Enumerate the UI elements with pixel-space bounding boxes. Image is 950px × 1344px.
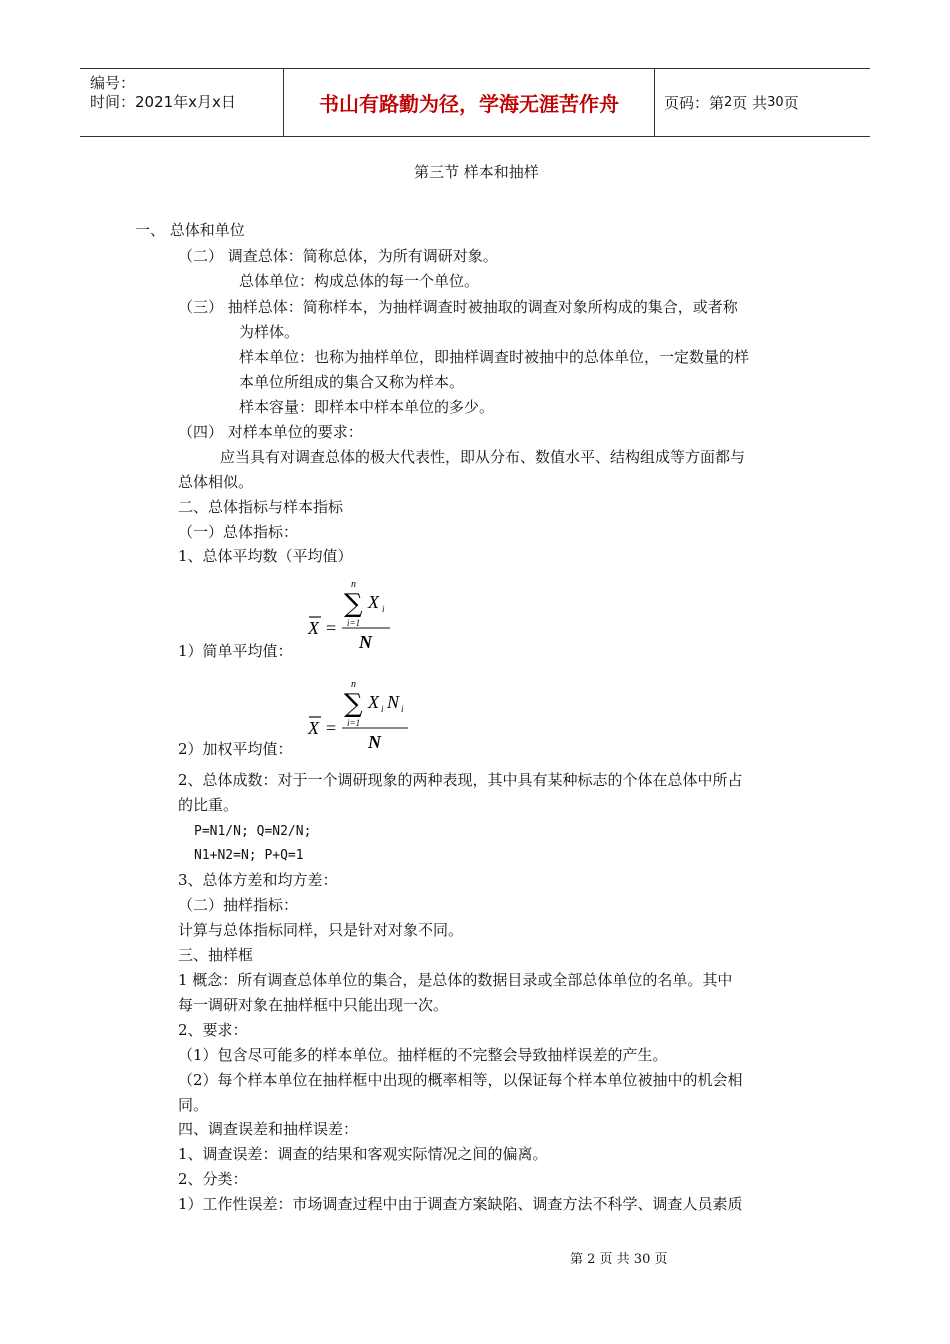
number-label: 编号： <box>90 74 136 92</box>
body-line: 计算与总体指标同样，只是针对对象不同。 <box>178 921 464 939</box>
body-line: 总体相似。 <box>178 473 254 491</box>
formula-lhs: X <box>308 618 319 638</box>
formula-line: N1+N2=N; P+Q=1 <box>194 848 304 863</box>
body-line: 为样体。 <box>239 323 300 341</box>
body-line: （三） 抽样总体：简称样本，为抽样调查时被抽取的调查对象所构成的集合，或者称 <box>178 298 738 316</box>
sum-bottom: i=1 <box>347 718 361 728</box>
body-line: （四） 对样本单位的要求： <box>178 423 363 441</box>
body-line: （2）每个样本单位在抽样框中出现的概率相等，以保证每个样本单位被抽中的机会相 <box>178 1071 743 1089</box>
formula-lhs: X <box>308 718 319 738</box>
body-line: 每一调研对象在抽样框中只能出现一次。 <box>178 996 449 1014</box>
section-heading: 一、 总体和单位 <box>135 221 245 239</box>
numerator-x: X <box>368 592 379 612</box>
body-line: 2、要求： <box>178 1021 248 1039</box>
formula-line: P=N1/N; Q=N2/N; <box>194 824 312 839</box>
header-meta <box>90 74 236 112</box>
header-divider <box>654 69 655 136</box>
numerator-x: X <box>368 692 379 712</box>
body-line: 1 概念：所有调查总体单位的集合，是总体的数据目录或全部总体单位的名单。其中 <box>178 971 733 989</box>
sum-sign: ∑ <box>344 589 363 619</box>
subsection-heading: （二）抽样指标： <box>178 896 299 914</box>
body-line: 1、调查误差：调查的结果和客观实际情况之间的偏离。 <box>178 1145 548 1163</box>
section-heading: 二、总体指标与样本指标 <box>178 498 344 516</box>
page-total: 30 <box>767 95 784 110</box>
body-line: 1、总体平均数（平均值） <box>178 547 353 565</box>
numerator-sub: i <box>382 604 385 614</box>
body-line: 本单位所组成的集合又称为样本。 <box>239 373 465 391</box>
formula-eq: = <box>326 618 337 638</box>
denominator: N <box>368 732 381 752</box>
page-num: 2 <box>724 95 733 110</box>
sum-sign: ∑ <box>344 689 363 719</box>
body-line: 2、分类： <box>178 1170 248 1188</box>
document-header <box>80 68 870 137</box>
body-line: （二） 调查总体：简称总体，为所有调研对象。 <box>178 247 498 265</box>
body-line: 样本容量：即样本中样本单位的多少。 <box>239 398 495 416</box>
body-line: 应当具有对调查总体的极大代表性，即从分布、数值水平、结构组成等方面都与 <box>220 448 746 466</box>
page-mid: 页 共 <box>732 94 768 112</box>
body-line: 同。 <box>178 1096 209 1114</box>
numerator-n: N <box>387 692 400 712</box>
weighted-mean-formula <box>300 676 430 756</box>
header-motto: 书山有路勤为径，学海无涯苦作舟 <box>319 92 619 116</box>
formula-eq: = <box>326 718 337 738</box>
simple-mean-formula <box>300 576 420 656</box>
body-line: 总体单位：构成总体的每一个单位。 <box>239 272 480 290</box>
header-page-info <box>664 69 799 136</box>
page-prefix: 页码：第 <box>664 94 725 112</box>
sum-bottom: i=1 <box>347 618 361 628</box>
body-line: 2、总体成数：对于一个调研现象的两种表现，其中具有某种标志的个体在总体中所占 <box>178 771 743 789</box>
page-title: 第三节 样本和抽样 <box>414 163 539 181</box>
body-line: 的比重。 <box>178 796 239 814</box>
page-suffix: 页 <box>783 94 799 112</box>
time-label: 时间：2021年x月x日 <box>90 93 236 111</box>
denominator: N <box>359 632 372 652</box>
body-line: 2）加权平均值： <box>178 740 293 758</box>
sum-top: n <box>351 579 356 590</box>
section-heading: 四、调查误差和抽样误差： <box>178 1120 359 1138</box>
body-line: 样本单位：也称为抽样单位，即抽样调查时被抽中的总体单位，一定数量的样 <box>239 348 750 366</box>
subsection-heading: （一）总体指标： <box>178 523 299 541</box>
body-line: 3、总体方差和均方差： <box>178 871 338 889</box>
body-line: 1）工作性误差：市场调查过程中由于调查方案缺陷、调查方法不科学、调查人员素质 <box>178 1195 743 1213</box>
numerator-x-sub: i <box>381 704 384 714</box>
body-line: 1）简单平均值： <box>178 642 293 660</box>
numerator-n-sub: i <box>401 704 404 714</box>
sum-top: n <box>351 679 356 690</box>
body-line: （1）包含尽可能多的样本单位。抽样框的不完整会导致抽样误差的产生。 <box>178 1046 668 1064</box>
section-heading: 三、抽样框 <box>178 946 254 964</box>
page-footer: 第 2 页 共 30 页 <box>570 1252 668 1267</box>
